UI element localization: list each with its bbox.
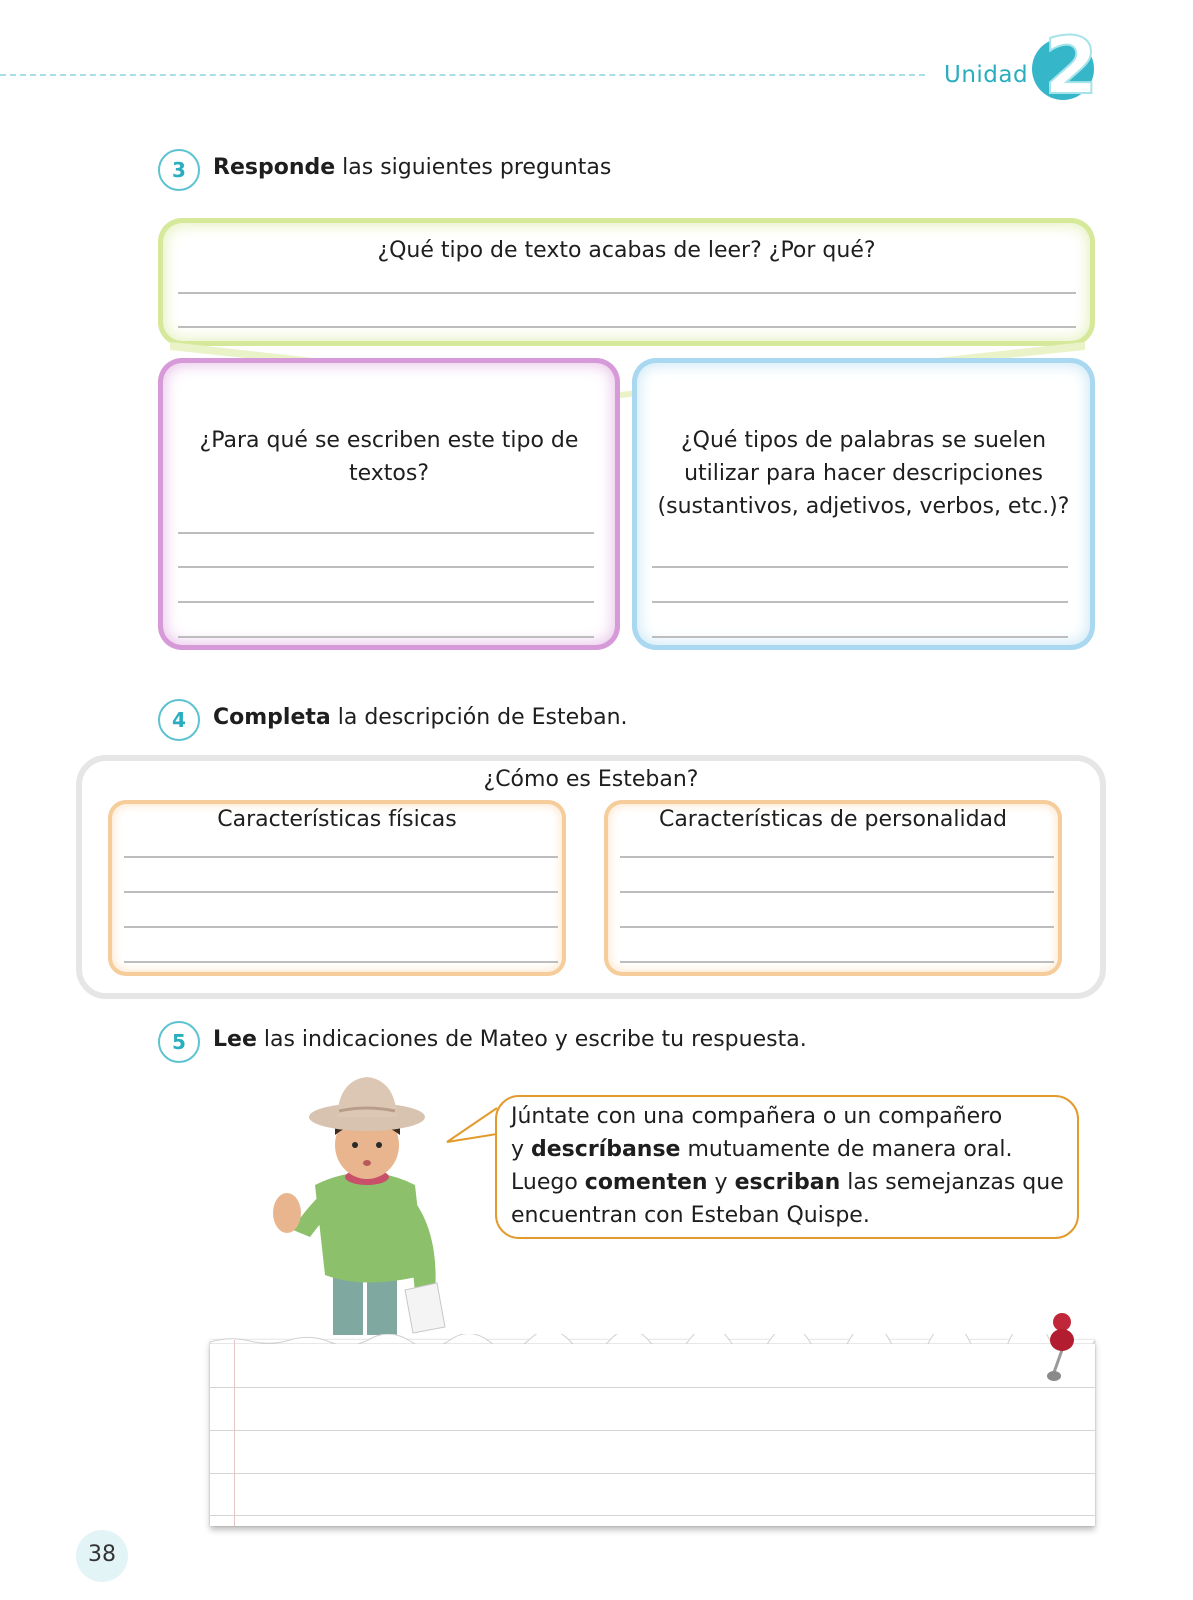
activity-4-instruction [213,705,628,730]
bubble-line [511,1166,1071,1199]
question-word-types [652,424,1075,523]
notebook-paper-answer[interactable] [210,1340,1095,1526]
answer-line[interactable] [178,601,594,603]
bubble-line [511,1133,1071,1166]
answer-line[interactable] [652,636,1068,638]
answer-line[interactable] [178,566,594,568]
answer-line[interactable] [178,326,1076,328]
speech-bubble-text [511,1100,1071,1232]
bubble-text-part: las semejanzas que [840,1170,1064,1195]
instruction-text: las siguientes preguntas [335,155,612,180]
answer-line[interactable] [124,856,558,858]
instruction-text: la descripción de Esteban. [330,705,628,730]
answer-line[interactable] [178,636,594,638]
question-box-purpose [158,358,620,650]
push-pin-icon [1042,1310,1082,1385]
activity-number-3: 3 [158,149,200,191]
question-purpose-line: ¿Para qué se escriben este tipo de [199,428,579,453]
instruction-keyword: Completa [213,705,331,730]
answer-line[interactable] [620,891,1054,893]
bubble-keyword: comenten [584,1170,708,1195]
paper-line [210,1430,1095,1431]
instruction-keyword: Lee [213,1027,257,1052]
answer-line[interactable] [178,292,1076,294]
box-connector-shape [0,0,1193,420]
answer-line[interactable] [124,926,558,928]
torn-edge [210,1334,1095,1344]
answer-line[interactable] [124,891,558,893]
bubble-keyword: descríbanse [531,1137,681,1162]
bubble-text-part: y [707,1170,735,1195]
answer-line[interactable] [652,566,1068,568]
bubble-text-part: mutuamente de manera oral. [680,1137,1013,1162]
unit-number: 2 [1043,22,1099,112]
description-title: ¿Cómo es Esteban? [483,767,699,792]
bubble-keyword: escriban [734,1170,841,1195]
paper-margin-line [234,1340,235,1526]
answer-line[interactable] [652,601,1068,603]
bubble-line: Júntate con una compañera o un compañero [511,1104,1003,1129]
answer-line[interactable] [124,961,558,963]
question-word-types-line: (sustantivos, adjetivos, verbos, etc.)? [657,494,1070,519]
question-text-type: ¿Qué tipo de texto acabas de leer? ¿Por qué? [377,238,876,263]
answer-line[interactable] [620,961,1054,963]
question-word-types-line: ¿Qué tipos de palabras se suelen [680,428,1047,453]
activity-5-instruction [213,1027,807,1052]
question-word-types-line: utilizar para hacer descripciones [684,461,1043,486]
bubble-text-part: y [511,1137,532,1162]
unit-label: Unidad [944,62,1029,88]
activity-number-4: 4 [158,699,200,741]
answer-line[interactable] [620,926,1054,928]
instruction-text: las indicaciones de Mateo y escribe tu respuesta. [256,1027,807,1052]
bubble-line: encuentran con Esteban Quispe. [511,1203,870,1228]
answer-line[interactable] [178,532,594,534]
paper-line [210,1387,1095,1388]
instruction-keyword: Responde [213,155,336,180]
question-purpose [178,424,600,490]
activity-number-5: 5 [158,1021,200,1063]
page-number: 38 [88,1542,116,1567]
boy-illustration [255,1065,455,1335]
paper-line [210,1515,1095,1516]
personality-traits-heading: Características de personalidad [658,807,1008,832]
bubble-text-part: Luego [511,1170,585,1195]
paper-line [210,1473,1095,1474]
physical-traits-heading: Características físicas [217,807,457,832]
question-purpose-line: textos? [348,461,430,486]
answer-line[interactable] [620,856,1054,858]
